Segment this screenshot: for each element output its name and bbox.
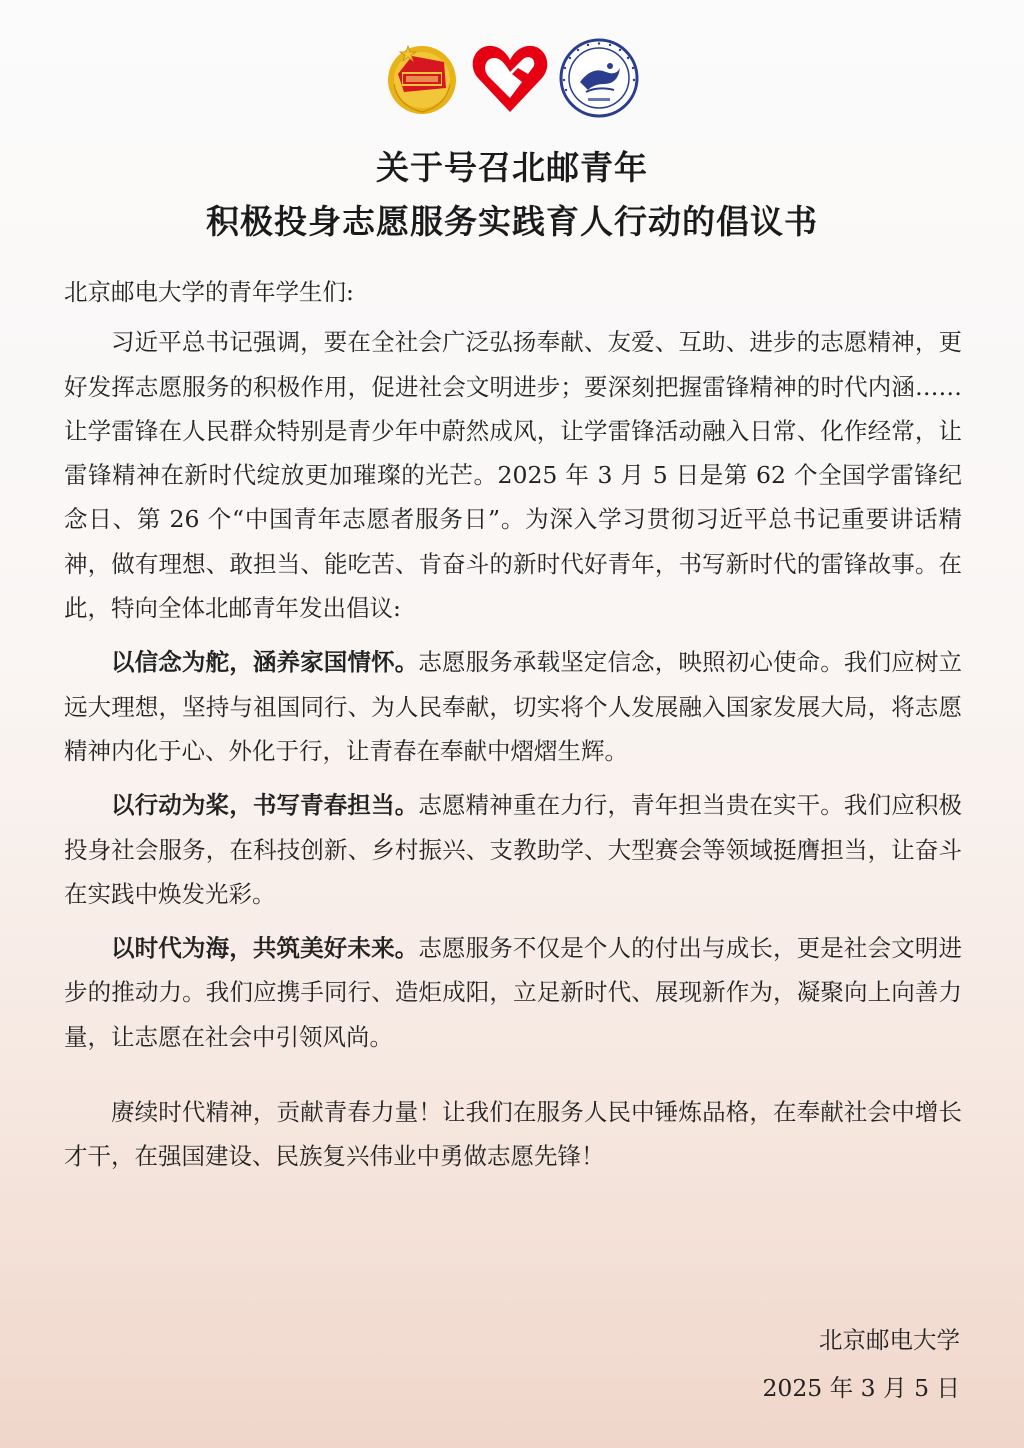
document-title-line2: 积极投身志愿服务实践育人行动的倡议书 xyxy=(206,202,818,241)
closing-paragraph: 赓续时代精神，贡献青春力量！让我们在服务人民中锤炼品格，在奉献社会中增长才干，在强国建设、民族复兴伟业中勇做志愿先锋！ xyxy=(64,1098,962,1171)
point-heading: 以行动为桨，书写青春担当。 xyxy=(111,791,419,820)
logo-row xyxy=(384,38,640,118)
salutation: 北京邮电大学的青年学生们: xyxy=(64,278,354,306)
point-paragraph-3 xyxy=(64,926,962,1059)
volunteer-heart-icon xyxy=(470,38,550,118)
intro-paragraph: 习近平总书记强调，要在全社会广泛弘扬奉献、友爱、互助、进步的志愿精神，更好发挥志愿服务的积极作用，促进社会文明进步；要深刻把握雷锋精神的时代内涵……让学雷锋在人民群众特别是青少年中蔚然成风，让学雷锋活动融入日常、化作经常，让雷锋精神在新时代绽放更加璀璨的光芒。2025 年 3 月 5 日是第 62 个全国学雷锋纪念日、第 26 个“中国青年志愿者服务日”。为深入学习贯彻习近平总书记重要讲话精神，做有理想、敢担当、能吃苦、肯奋斗的新时代好青年，书写新时代的雷锋故事。在此，特向全体北邮青年发出倡议: xyxy=(64,328,962,623)
point-text: 志愿精神重在力行，青年担当贵在实干。我们应积极投身社会服务，在科技创新、乡村振兴、支教助学、大型赛会等领域挺膺担当，让奋斗在实践中焕发光彩。 xyxy=(64,791,963,908)
point-heading: 以时代为海，共筑美好未来。 xyxy=(111,934,419,963)
point-text: 志愿服务不仅是个人的付出与成长，更是社会文明进步的推动力。我们应携手同行、造炬成阳，立足新时代、展现新作为，凝聚向上向善力量，让志愿在社会中引领风尚。 xyxy=(64,934,963,1051)
youth-league-emblem-icon xyxy=(384,38,460,118)
document-body xyxy=(64,270,962,1179)
bupt-seal-icon xyxy=(558,38,640,118)
point-text: 志愿服务承载坚定信念，映照初心使命。我们应树立远大理想，坚持与祖国同行、为人民奉献，切实将个人发展融入国家发展大局，将志愿精神内化于心、外化于行，让青春在奉献中熠熠生辉。 xyxy=(64,648,963,765)
document-title-line1: 关于号召北邮青年 xyxy=(376,148,648,187)
point-paragraph-1 xyxy=(64,640,962,773)
point-heading: 以信念为舵，涵养家国情怀。 xyxy=(111,648,419,677)
signature-org: 北京邮电大学 xyxy=(819,1326,960,1354)
point-paragraph-2 xyxy=(64,783,962,916)
signature-block xyxy=(762,1318,960,1410)
signature-date: 2025 年 3 月 5 日 xyxy=(762,1374,960,1402)
